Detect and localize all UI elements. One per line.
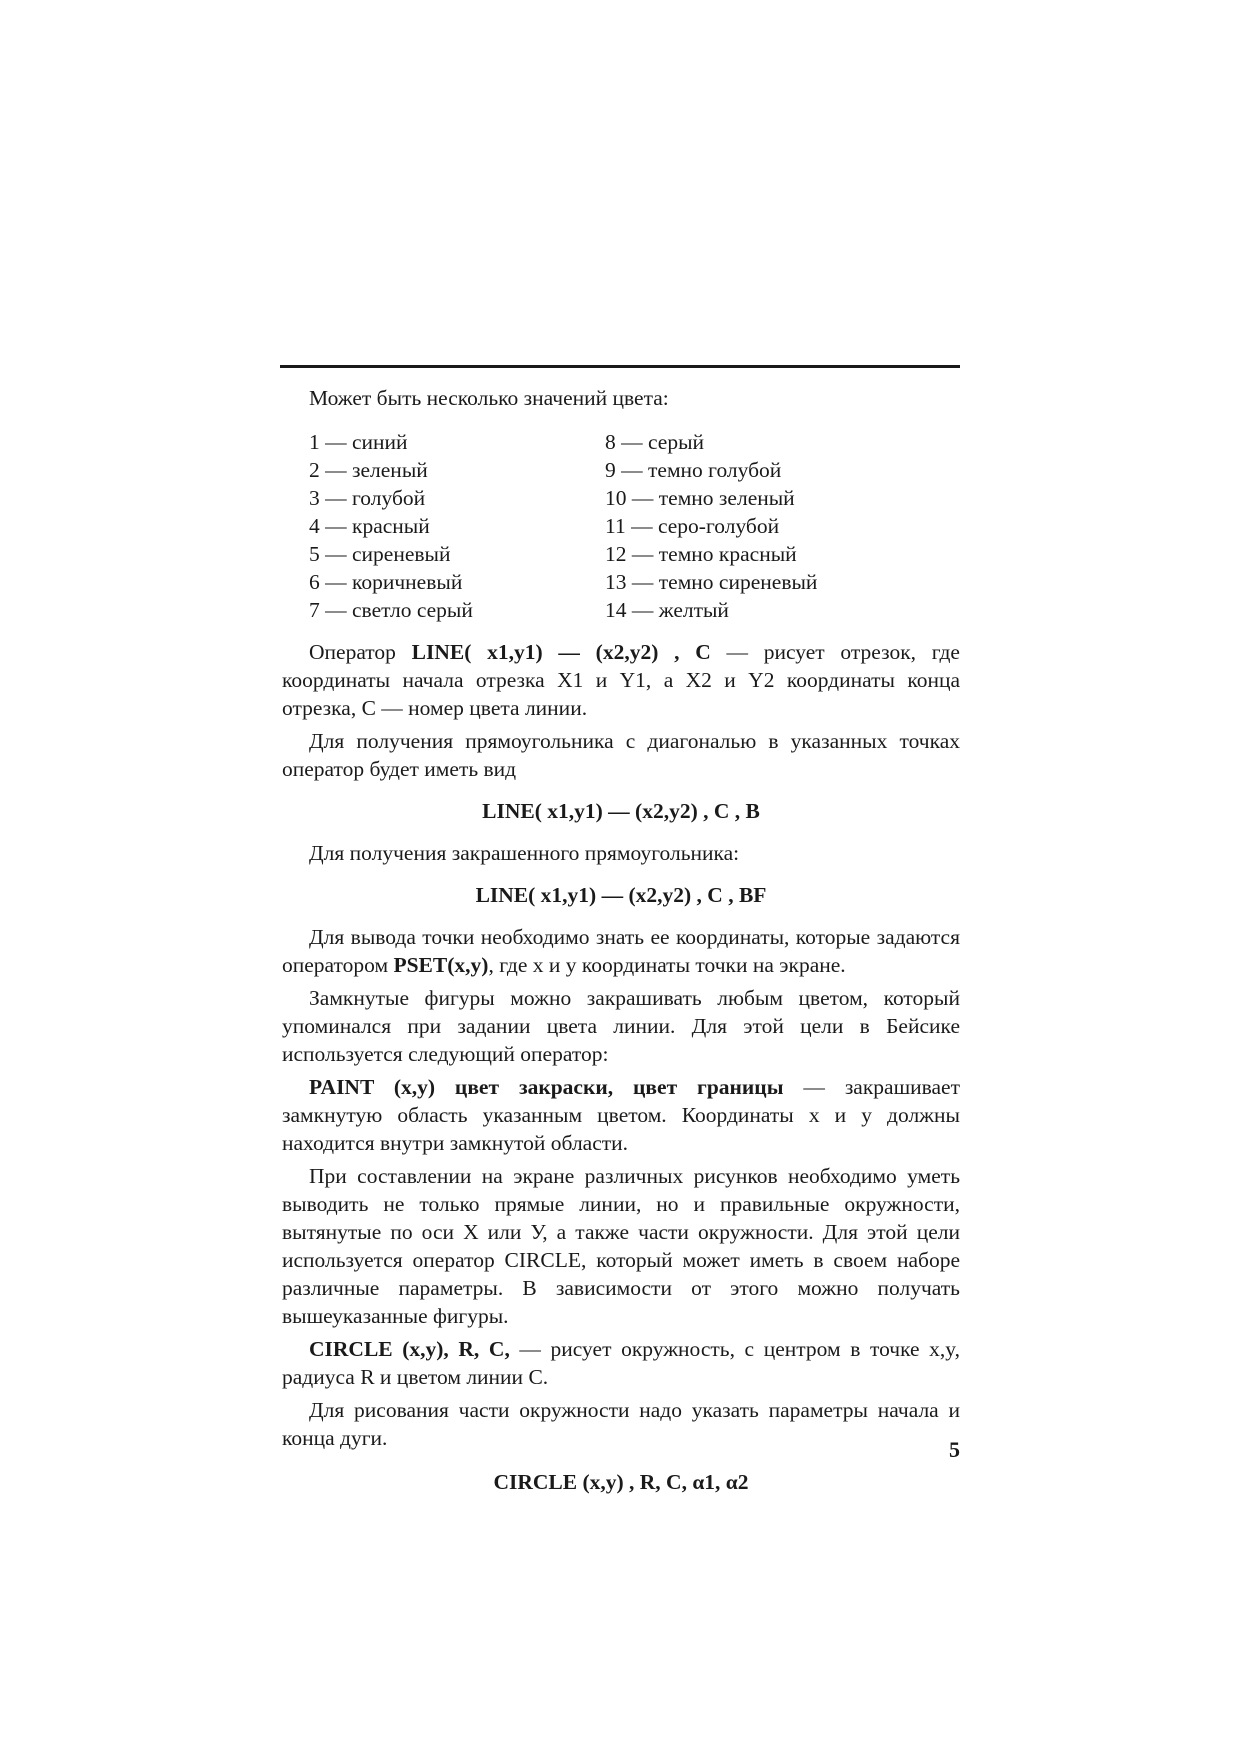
color-item: 4 — красный (309, 514, 430, 538)
line-pre-text: Оператор (309, 640, 412, 664)
color-item: 2 — зеленый (309, 458, 428, 482)
filled-rectangle-formula: LINE( x1,y1) — (x2,y2) , C , BF (475, 883, 767, 907)
line-operator-paragraph (282, 638, 960, 722)
rectangle-formula: LINE( x1,y1) — (x2,y2) , C , B (482, 799, 760, 823)
circle-paragraph (282, 1335, 960, 1391)
color-item: 1 — синий (309, 430, 408, 454)
color-item: 12 — темно красный (605, 542, 797, 566)
closed-figures-paragraph: Замкнутые фигуры можно закрашивать любым цветом, который упоминался при задании цвета линии. Для этой цели в Бейсике используется следующий оператор: (282, 986, 960, 1066)
pset-operator-code: PSET(x,y) (393, 953, 489, 977)
filled-rectangle-paragraph: Для получения закрашенного прямоугольника: (309, 841, 740, 865)
pset-post-text: , где x и y координаты точки на экране. (488, 953, 846, 977)
color-item: 8 — серый (605, 430, 705, 454)
header-rule (280, 365, 960, 368)
pset-pre-text: Для вывода точки необходимо знать ее координаты, которые задаются оператором (282, 925, 960, 977)
rectangle-paragraph: Для получения прямоугольника с диагональю в указанных точках оператор будет иметь вид (282, 729, 960, 781)
color-list-left-column (309, 428, 605, 624)
paint-post-text: — закрашивает замкнутую область указанным цветом. Координаты x и y должны находится внутри замкнутой области. (282, 1075, 960, 1155)
circle-operator-code: CIRCLE (x,y), R, C, (309, 1337, 510, 1361)
color-item: 14 — желтый (605, 598, 729, 622)
intro-paragraph: Может быть несколько значений цвета: (309, 386, 669, 410)
line-operator-code: LINE( x1,y1) — (x2,y2) , C (411, 640, 711, 664)
color-list (282, 428, 960, 624)
color-item: 3 — голубой (309, 486, 426, 510)
color-item: 10 — темно зеленый (605, 486, 795, 510)
pset-paragraph (282, 923, 960, 979)
color-item: 11 — серо-голубой (605, 514, 780, 538)
color-item: 6 — коричневый (309, 570, 463, 594)
color-item: 13 — темно сиреневый (605, 570, 818, 594)
page-content (282, 384, 960, 1496)
line-post-text: — рисует отрезок, где координаты начала отрезка X1 и Y1, а X2 и Y2 координаты конца отрезка, C — номер цвета линии. (282, 640, 960, 720)
arc-paragraph: Для рисования части окружности надо указать параметры начала и конца дуги. (282, 1398, 960, 1450)
paint-paragraph (282, 1073, 960, 1157)
color-item: 9 — темно голубой (605, 458, 782, 482)
arc-formula: CIRCLE (x,y) , R, C, α1, α2 (493, 1470, 749, 1494)
color-item: 7 — светло серый (309, 598, 473, 622)
circle-post-text: — рисует окружность, с центром в точке x,y, радиуса R и цветом линии C. (282, 1337, 961, 1389)
composition-paragraph: При составлении на экране различных рисунков необходимо уметь выводить не только прямые линии, но и правильные окружности, вытянутые по оси X или У, а также части окружности. Для этой цели используется оператор CIRCLE, который может иметь в своем наборе различные параметры. В зависимости от этого можно получать вышеуказанные фигуры. (282, 1164, 960, 1328)
page-number: 5 (949, 1437, 960, 1462)
paint-operator-code: PAINT (x,y) цвет закраски, цвет границы (309, 1075, 784, 1099)
color-item: 5 — сиреневый (309, 542, 451, 566)
color-list-right-column (605, 428, 925, 624)
